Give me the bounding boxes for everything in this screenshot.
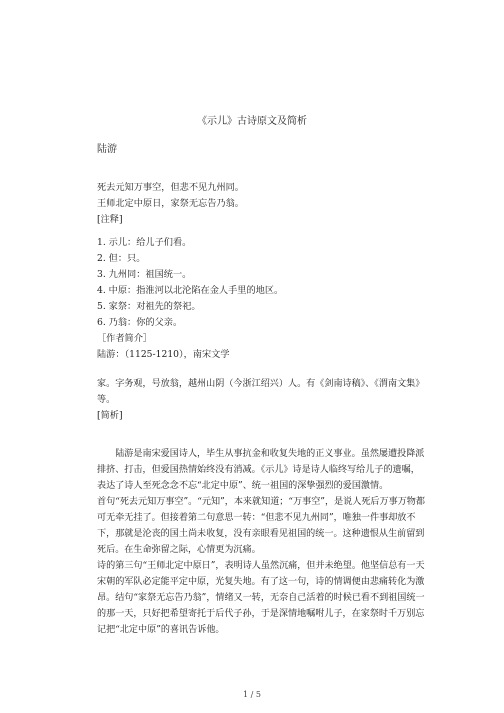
poem-line: 王师北定中原日，家祭无忘告乃翁。 <box>97 198 244 209</box>
note-item: 3. 九州同：祖国统一。 <box>97 269 192 280</box>
page-number: 1 / 5 <box>243 690 261 699</box>
note-item: 5. 家祭：对祖先的祭祀。 <box>97 301 201 312</box>
analysis-section <box>97 446 427 638</box>
note-item: 4. 中原：指淮河以北沦陷在金人手里的地区。 <box>97 285 284 296</box>
bio-paragraph: 家。字务观，号放翁，越州山阴（今浙江绍兴）人。有《剑南诗稿》、《渭南文集》等。 <box>97 379 425 405</box>
analysis-paragraph: 诗的第三句“王师北定中原日”，表明诗人虽然沉痛，但并未绝望。他坚信总有一天宋朝的军队必定能平定中原，光复失地。有了这一句，诗的情调便由悲痛转化为激昂。结句“家祭无忘告乃翁”，情绪又一转，无奈自己活着的时候已看不到祖国统一的那一天，只好把希望寄托于后代子孙，于是深情地嘱咐儿子，在家祭时千万别忘记把“北定中原”的喜讯告诉他。 <box>97 561 425 635</box>
poem-line: 死去元知万事空，但悲不见九州同。 <box>97 182 244 193</box>
bio-heading: ［作者简介］ <box>97 333 153 344</box>
bio-section <box>97 376 427 424</box>
notes-list <box>97 235 427 363</box>
author-name: 陆游 <box>97 144 117 155</box>
analysis-heading: [简析] <box>97 410 123 421</box>
analysis-paragraph: 首句“死去元知万事空”。“元知”，本来就知道；“万事空”，是说人死后万事万物都可无牵无挂了。但接着第二句意思一转：“但悲不见九州同”，唯独一件事却放不下，那就是沦丧的国土尚未收复，没有亲眼看见祖国的统一。这种遗恨从生前留到死后。在生命弥留之际，心情更为沉痛。 <box>97 497 425 555</box>
notes-heading: [注释] <box>97 214 123 225</box>
note-item: 6. 乃翁：你的父亲。 <box>97 317 183 328</box>
page-title: 《示儿》古诗原文及简析 <box>197 116 307 127</box>
note-item: 1. 示儿：给儿子们看。 <box>97 237 192 248</box>
note-item: 2. 但：只。 <box>97 253 146 264</box>
bio-line: 陆游：（1125-1210），南宋文学 <box>97 349 230 360</box>
analysis-paragraph: 陆游是南宋爱国诗人，毕生从事抗金和收复失地的正义事业。虽然屡遭投降派排挤、打击，但爱国热情始终没有消减。《示儿》诗是诗人临终写给儿子的遗嘱，表达了诗人至死念念不忘“北定中原”、统一祖国的深挚强烈的爱国激情。 <box>97 449 425 491</box>
poem <box>97 180 427 228</box>
